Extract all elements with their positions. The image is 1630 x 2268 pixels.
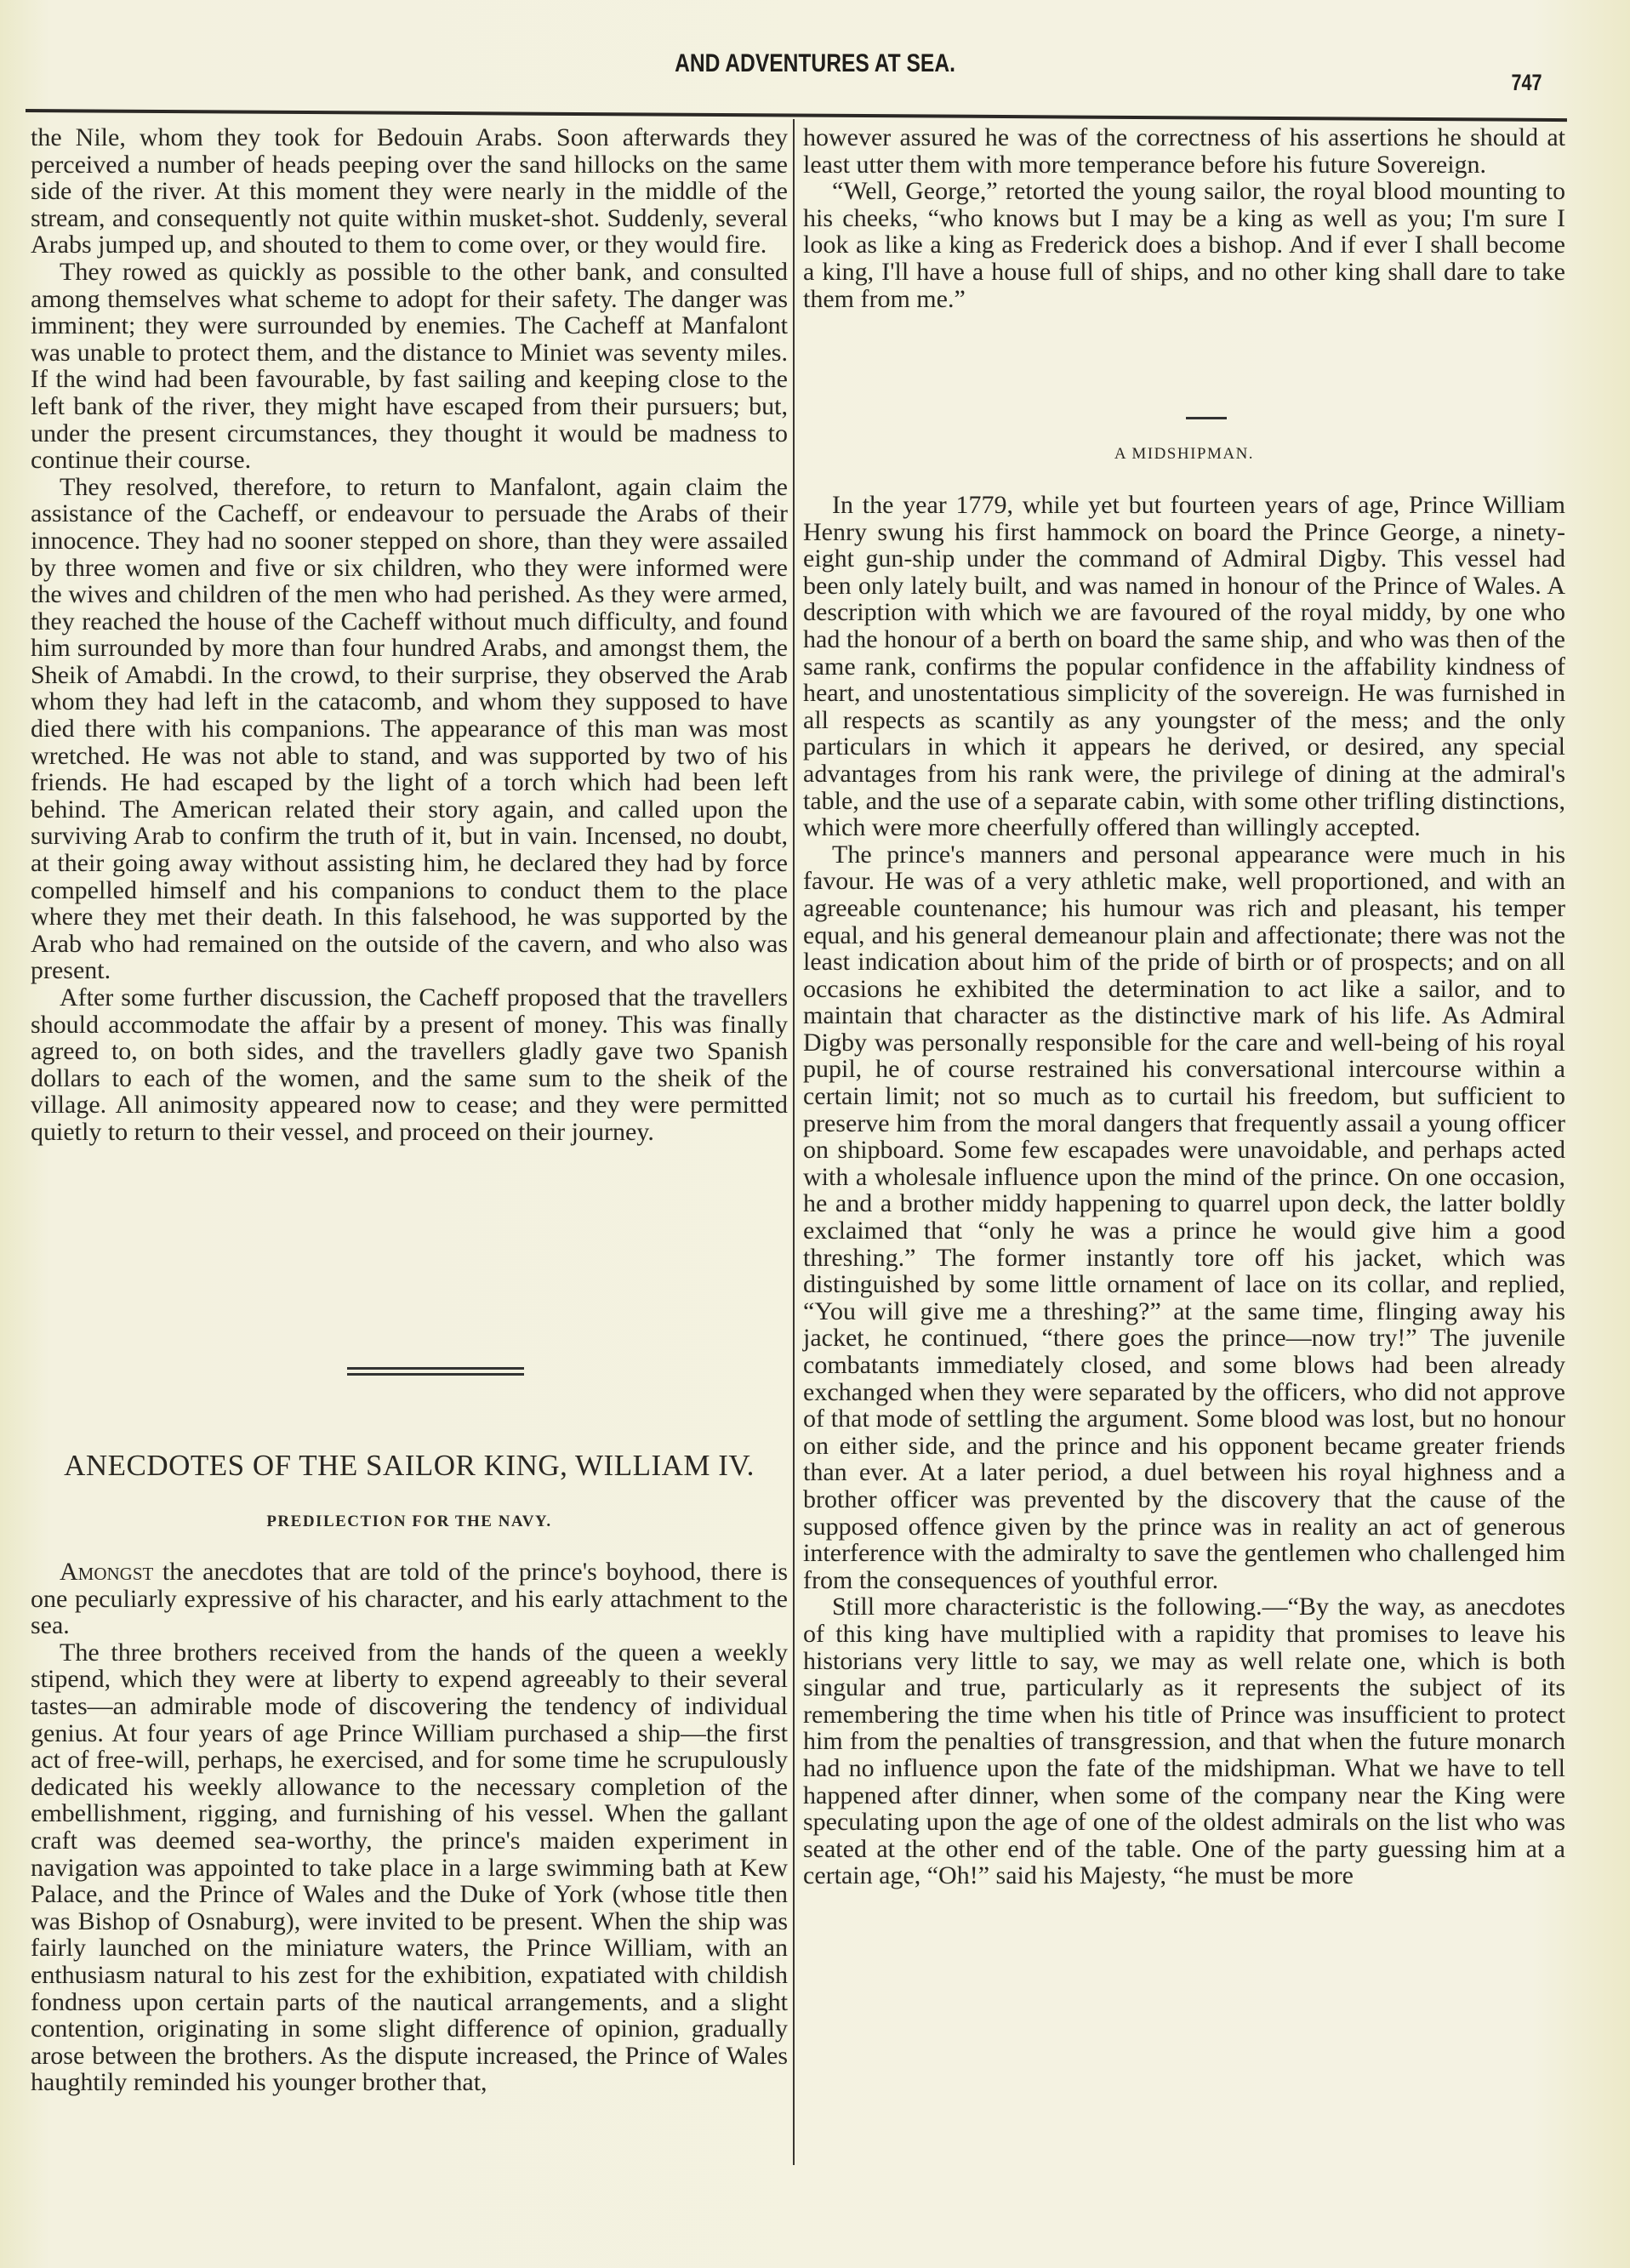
paragraph: the Nile, whom they took for Bedouin Arabs. Soon afterwards they perceived a number of heads peeping over the sand hillocks on the same side of the river. At this moment they were nearly in the middle of the stream, and consequently not quite within musket-shot. Suddenly, several Arabs jumped up, and shouted to them to come over, or they would fire. [31,123,788,259]
header-rule [26,109,1567,122]
left-continued-text [31,124,788,1146]
paragraph: They rowed as quickly as possible to the other bank, and consulted among themselves what scheme to adopt for their safety. The danger was imminent; they were surrounded by enemies. The Cacheff at Manfalont was unable to protect them, and the distance to Miniet was seventy miles. If the wind had been favourable, by fast sailing and keeping close to the left bank of the river, they might have escaped from their pursuers; but, under the present circumstances, they thought it would be madness to continue their course. [31,257,788,475]
paragraph: In the year 1779, while yet but fourteen years of age, Prince William Henry swung his first hammock on board the Prince George, a ninety-eight gun-ship under the command of Admiral Digby. This vessel had been only lately built, and was named in honour of the Prince of Wales. A description with which we are favoured of the royal middy, by one who had the honour of a berth on board the same ship, and who was then of the same rank, confirms the popular confidence in the affability kindness of heart, and unostentatious simplicity of the sovereign. He was furnished in all respects as scantily as any youngster of the mess; and the only particulars in which it appears he derived, or desired, any special advantages from his rank were, the privilege of dining at the admiral's table, and the use of a separate cabin, with some other trifling distinctions, which were more cheerfully offered than willingly accepted. [803,491,1565,842]
paragraph: however assured he was of the correctness of his assertions he should at least utter them with more temperance before his future Sovereign. [803,123,1565,179]
column-divider [793,119,795,2165]
running-title: AND ADVENTURES AT SEA. [675,49,955,77]
section-title: A MIDSHIPMAN. [1114,445,1255,463]
section-divider [347,1367,524,1376]
section-title: PREDILECTION FOR THE NAVY. [266,1513,552,1530]
paragraph: The three brothers received from the hands of the queen a weekly stipend, which they were at liberty to expend agreeably to their several tastes—an admirable mode of discovering the tendency of individual genius. At four years of age Prince William purchased a ship—the first act of free-will, perhaps, he exercised, and for some time he scrupulously dedicated his weekly allowance to the necessary completion of the embellishment, rigging, and furnishing of his vessel. When the gallant craft was deemed sea-worthy, the prince's maiden experiment in navigation was appointed to take place in a large swimming bath at Kew Palace, and the Prince of Wales and the Duke of York (whose title then was Bishop of Osnaburg), were invited to be present. When the ship was fairly launched on the miniature waters, the Prince William, with an enthusiasm natural to his zest for the exhibition, expatiated with childish fondness upon certain parts of the nautical arrangements, and a slight contention, originating in some slight difference of opinion, gradually arose between the brothers. As the dispute increased, the Prince of Wales haughtily reminded his younger brother that, [31,1638,788,2097]
drop-word: Amongst [60,1558,154,1586]
paragraph: the anecdotes that are told of the prince's boyhood, there is one peculiarly expressive of his character, and his early attachment to the sea. [31,1558,788,1640]
right-continued-text [803,124,1565,312]
paragraph: The prince's manners and personal appearance were much in his favour. He was of a very athletic make, well proportioned, and with an agreeable countenance; his humour was rich and pleasant, his temper equal, and his general demeanour plain and affectionate; there was not the least indication about him of the pride of birth or of prospects; and on all occasions he exhibited the determination to act like a sailor, and to maintain that character as the distinctive mark of his life. As Admiral Digby was personally responsible for the care and well-being of his royal pupil, he of course restrained his conversational intercourse within a certain limit; not so much as to curtail his freedom, but sufficient to preserve him from the moral dangers that frequently assail a young officer on shipboard. Some few escapades were unavoidable, and perhaps acted with a wholesale influence upon the mind of the prince. On one occasion, he and a brother middy happening to quarrel upon deck, the latter boldly exclaimed that “only he was a prince he would give him a good threshing.” The former instantly tore off his jacket, which was distinguished by some little ornament of lace on its collar, and replied, “You will give me a threshing?” at the same time, flinging away his jacket, he continued, “there goes the prince—now try!” The juvenile combatants immediately closed, and some blows had been already exchanged when they were separated by the officers, who did not approve of that mode of settling the argument. Some blood was lost, but no honour on either side, and the prince and his opponent became greater friends than ever. At a later period, a duel between his royal highness and a brother officer was prevented by the discovery that the cause of the supposed offence given by the prince was in reality an act of generous interference with the admiralty to save the gentlemen who challenged him from the consequences of youthful error. [803,840,1565,1594]
article-title: ANECDOTES OF THE SAILOR KING, WILLIAM IV. [64,1449,755,1482]
paragraph: After some further discussion, the Cacheff proposed that the travellers should accommodate the affair by a present of money. This was finally agreed to, on both sides, and the travellers gladly gave two Spanish dollars to each of the women, and the same sum to the sheik of the village. All animosity appeared now to cease; and they were permitted quietly to return to their vessel, and proceed on their journey. [31,983,788,1146]
page-number: 747 [1511,70,1542,95]
article-text [31,1559,788,2096]
paragraph: Still more characteristic is the following.—“By the way, as anecdotes of this king have multiplied with a rapidity that promises to leave his historians very little to say, we may as well relate one, which is both singular and true, particularly as it represents the subject of its remembering the time when his title of Prince was insufficient to protect him from the penalties of transgression, and that when the future monarch had no influence upon the fate of the midshipman. What we have to tell happened after dinner, when some of the company near the King were speculating upon the age of one of the oldest admirals on the list who was seated at the other end of the table. One of the party guessing him at a certain age, “Oh!” said his Majesty, “he must be more [803,1593,1565,1890]
midshipman-text [803,492,1565,1889]
paragraph: They resolved, therefore, to return to Manfalont, again claim the assistance of the Cacheff, or endeavour to persuade the Arabs of their innocence. They had no sooner stepped on shore, than they were assailed by three women and five or six children, who they were informed were the wives and children of the men who had perished. As they were armed, they reached the house of the Cacheff without much difficulty, and found him surrounded by more than four hundred Arabs, and amongst them, the Sheik of Amabdi. In the crowd, to their surprise, they observed the Arab whom they had left in the catacomb, and whom they supposed to have died there with his companions. The appearance of this man was most wretched. He was not able to stand, and was supported by two of his friends. He had escaped by the light of a torch which had been left behind. The American related their story again, and called upon the surviving Arab to confirm the truth of it, but in vain. Incensed, no doubt, at their going away without assisting him, he declared they had by force compelled himself and his companions to conduct them to the place where they met their death. In this falsehood, he was supported by the Arab who had remained on the outside of the cavern, and who also was present. [31,472,788,985]
section-divider [1186,417,1227,419]
paragraph: “Well, George,” retorted the young sailor, the royal blood mounting to his cheeks, “who knows but I may be a king as well as you; I'm sure I look as like a king as Frederick does a bishop. And if ever I shall become a king, I'll have a house full of ships, and no other king shall dare to take them from me.” [803,177,1565,313]
